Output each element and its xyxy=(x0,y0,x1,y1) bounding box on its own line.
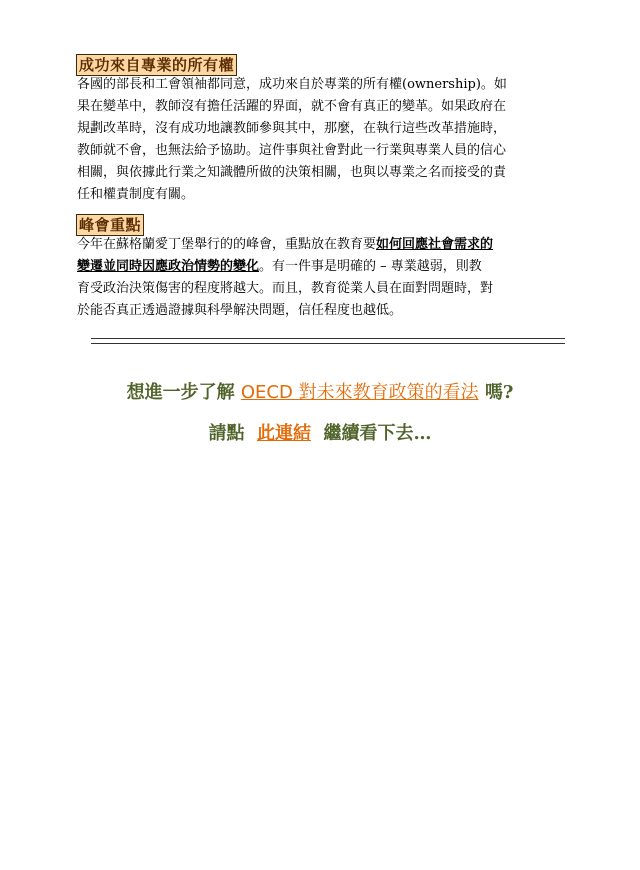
emphasis-text: 如何回應社會需求的 xyxy=(376,237,494,252)
cta-click-link xyxy=(0,421,640,447)
paragraph-line: 規劃改革時，沒有成功地讓教師參與其中，那麼，在執行這些改革措施時， xyxy=(77,121,507,136)
paragraph-ownership xyxy=(77,74,573,206)
cta-text: 嗎? xyxy=(484,382,514,403)
cta-learn-more xyxy=(0,380,640,406)
text-run: 今年在蘇格蘭愛丁堡舉行的的峰會，重點放在教育要 xyxy=(77,237,377,252)
cta-text: 繼續看下去… xyxy=(323,423,432,444)
paragraph-line: 於能否真正透過證據與科學解決問題，信任程度也越低。 xyxy=(77,303,403,318)
emphasis-text: 變遷並同時因應政治情勢的變化 xyxy=(77,259,260,274)
paragraph-summit xyxy=(77,234,573,322)
text-run: 。有一件事是明確的 – 專業越弱，則教 xyxy=(259,259,482,274)
paragraph-line xyxy=(77,234,573,256)
cta-text: 請點 xyxy=(208,423,245,444)
paragraph-line: 教師就不會，也無法給予協助。這件事與社會對此一行業與專業人員的信心 xyxy=(77,143,507,158)
paragraph-line: 相關，與依據此行業之知識體所做的決策相關，也與以專業之名而接受的責 xyxy=(77,165,507,180)
this-link[interactable]: 此連結 xyxy=(257,423,311,444)
section-heading-ownership: 成功來自專業的所有權 xyxy=(76,54,237,76)
paragraph-line: 育受政治決策傷害的程度將越大。而且，教育從業人員在面對問題時，對 xyxy=(77,281,494,296)
paragraph-line: 果在變革中，教師沒有擔任活躍的界面，就不會有真正的變革。如果政府在 xyxy=(77,99,507,114)
paragraph-line xyxy=(77,256,573,278)
cta-text: 想進一步了解 xyxy=(126,382,235,403)
section-heading-summit: 峰會重點 xyxy=(76,214,144,236)
double-line-divider xyxy=(91,338,565,344)
paragraph-line: 各國的部長和工會領袖都同意，成功來自於專業的所有權(ownership)。如 xyxy=(77,77,507,92)
oecd-policy-link[interactable]: OECD 對未來教育政策的看法 xyxy=(240,382,479,403)
paragraph-line: 任和權責制度有關。 xyxy=(77,187,195,202)
